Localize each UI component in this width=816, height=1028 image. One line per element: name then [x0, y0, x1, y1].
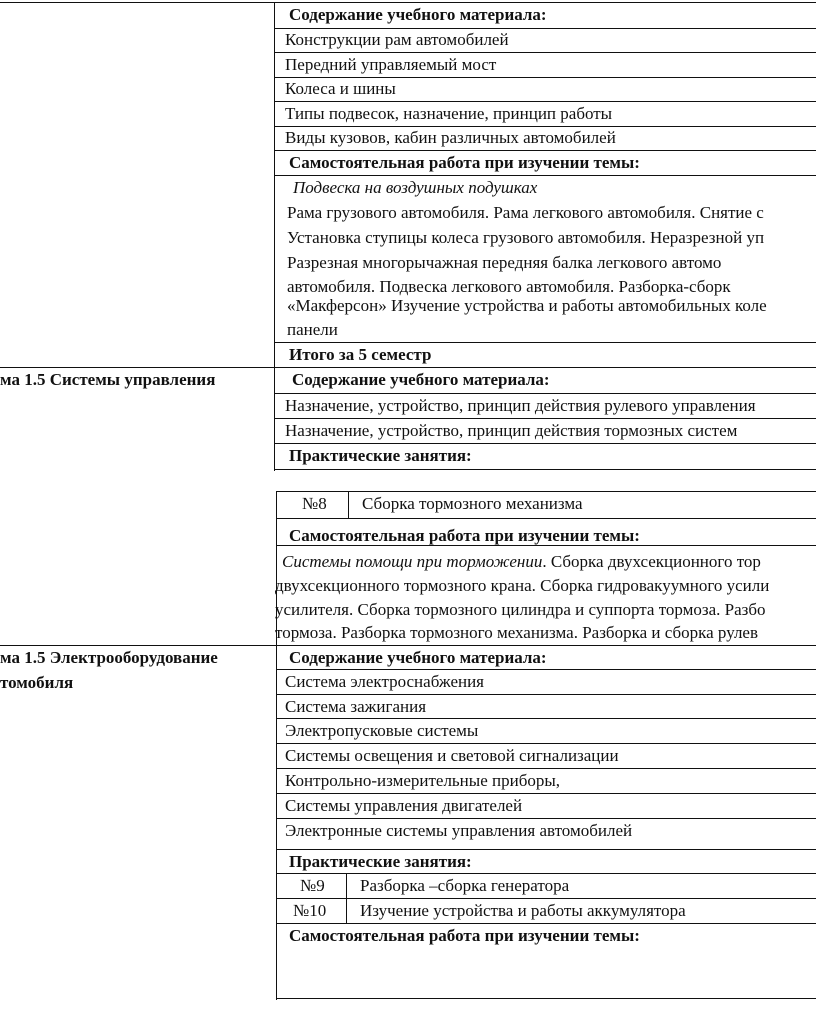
row-divider — [274, 77, 816, 78]
row-divider — [274, 469, 816, 470]
row-divider — [276, 718, 816, 719]
section1-item: Виды кузовов, кабин различных автомобилей — [285, 128, 616, 147]
section1-self-study-line: автомобиля. Подвеска легкового автомобиля. Разборка-сборк — [287, 277, 731, 296]
section3-self-study-header: Самостоятельная работа при изучении темы: — [289, 926, 640, 945]
practical-number: №8 — [302, 494, 327, 513]
row-divider — [274, 101, 816, 102]
section1-item: Колеса и шины — [285, 79, 396, 98]
row-divider — [274, 175, 816, 176]
row-divider — [274, 126, 816, 127]
practical-number: №9 — [300, 876, 325, 895]
row-divider — [274, 443, 816, 444]
row-divider — [276, 518, 816, 519]
row-divider — [276, 873, 816, 874]
section3-item: Системы управления двигателей — [285, 796, 523, 815]
section3-item: Система электроснабжения — [285, 672, 485, 691]
row-divider — [274, 28, 816, 29]
section1-item: Передний управляемый мост — [285, 55, 497, 74]
section1-self-study-line: «Макферсон» Изучение устройства и работы автомобильных коле — [287, 296, 767, 315]
table-border-bottom — [276, 998, 816, 999]
section3-topic-title: томобиля — [0, 673, 74, 692]
section2-self-study-line — [282, 552, 761, 572]
section3-item: Системы освещения и световой сигнализации — [285, 746, 619, 765]
section3-item: Система зажигания — [285, 697, 427, 716]
row-divider — [276, 898, 816, 899]
section1-self-study-italic: Подвеска на воздушных подушках — [293, 178, 538, 197]
section2-topic-title: ма 1.5 Системы управления — [0, 370, 216, 389]
row-divider — [276, 491, 816, 492]
section3-practical-header: Практические занятия: — [289, 852, 472, 871]
section2-self-study-line: усилителя. Сборка тормозного цилиндра и суппорта тормоза. Разбо — [275, 600, 766, 619]
section2-self-study-first-rest: . Сборка двухсекционного тор — [542, 552, 761, 571]
section3-item: Электронные системы управления автомобилей — [285, 821, 633, 840]
section2-self-study-header: Самостоятельная работа при изучении темы: — [289, 526, 640, 545]
section1-total: Итого за 5 семестр — [289, 345, 432, 364]
row-divider — [276, 923, 816, 924]
table-border-top — [0, 2, 816, 3]
row-divider — [276, 743, 816, 744]
section3-item: Контрольно-измерительные приборы, — [285, 771, 561, 790]
section1-self-study-line: Разрезная многорычажная передняя балка легкового автомо — [287, 253, 722, 272]
row-divider — [276, 849, 816, 850]
section1-content-header: Содержание учебного материала: — [289, 5, 547, 24]
section1-self-study-line: Установка ступицы колеса грузового автомобиля. Неразрезной уп — [287, 228, 765, 247]
row-divider — [276, 694, 816, 695]
section-divider — [0, 645, 816, 646]
section1-item: Типы подвесок, назначение, принцип работы — [285, 104, 613, 123]
row-divider — [274, 418, 816, 419]
section2-content-header: Содержание учебного материала: — [292, 370, 550, 389]
number-column-divider — [348, 491, 349, 518]
section2-practical-header: Практические занятия: — [289, 446, 472, 465]
section1-self-study-line: Рама грузового автомобиля. Рама легкового автомобиля. Снятие с — [287, 203, 764, 222]
section2-self-study-line: тормоза. Разборка тормозного механизма. Разборка и сборка рулев — [275, 623, 758, 642]
section1-self-study-line: панели — [287, 320, 338, 339]
practical-number: №10 — [293, 901, 327, 920]
row-divider — [274, 342, 816, 343]
section1-self-study-header: Самостоятельная работа при изучении темы: — [289, 153, 640, 172]
section2-self-study-line: двухсекционного тормозного крана. Сборка гидровакуумного усили — [275, 576, 770, 595]
section2-self-study-italic: Системы помощи при торможении — [282, 552, 543, 571]
section1-item: Конструкции рам автомобилей — [285, 30, 509, 49]
section3-item: Электропусковые системы — [285, 721, 479, 740]
practical-task: Сборка тормозного механизма — [362, 494, 583, 513]
row-divider — [276, 669, 816, 670]
section3-topic-title: ма 1.5 Электрооборудование — [0, 648, 218, 667]
row-divider — [276, 793, 816, 794]
section-divider — [0, 367, 816, 368]
topic-column-divider — [274, 2, 275, 471]
practical-task: Разборка –сборка генератора — [360, 876, 570, 895]
section2-item: Назначение, устройство, принцип действия рулевого управления — [285, 396, 756, 415]
row-divider — [276, 768, 816, 769]
section3-content-header: Содержание учебного материала: — [289, 648, 547, 667]
section2-item: Назначение, устройство, принцип действия тормозных систем — [285, 421, 738, 440]
row-divider — [274, 393, 816, 394]
practical-task: Изучение устройства и работы аккумулятора — [360, 901, 686, 920]
row-divider — [274, 52, 816, 53]
row-divider — [274, 150, 816, 151]
row-divider — [276, 818, 816, 819]
